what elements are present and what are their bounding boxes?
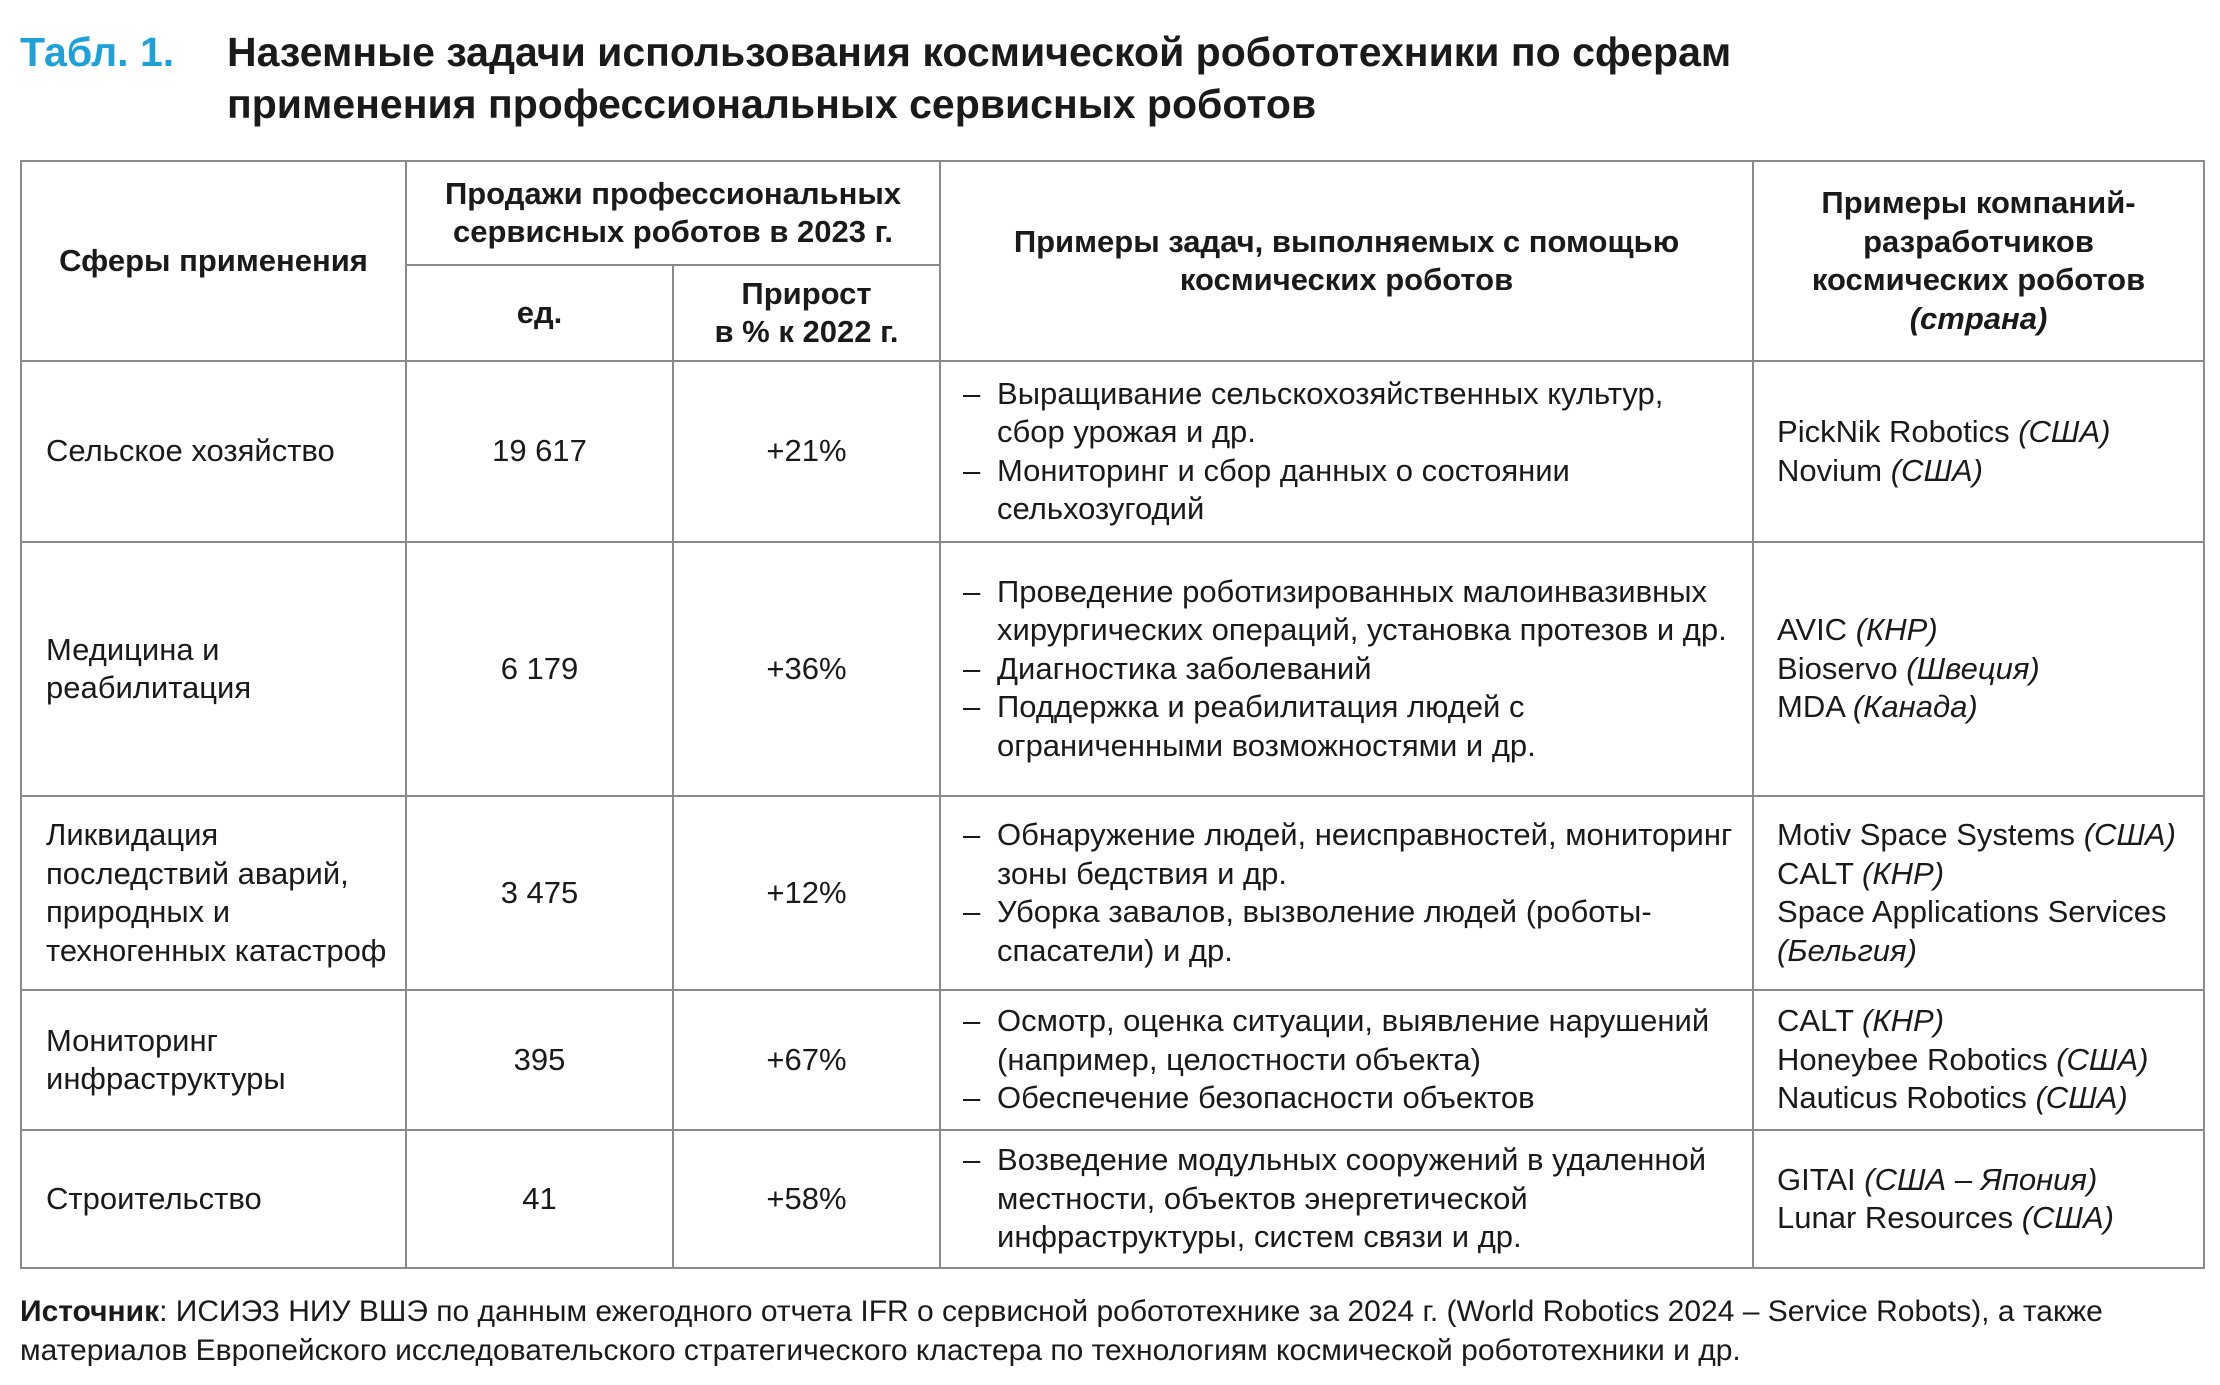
growth-cell: +67% — [673, 990, 940, 1130]
company-name: PickNik Robotics — [1777, 414, 2010, 449]
company-item — [1777, 816, 2203, 855]
tasks-cell — [940, 990, 1753, 1130]
companies-cell — [1753, 361, 2204, 542]
task-item — [963, 573, 1736, 650]
company-item — [1777, 1199, 2203, 1238]
dash-bullet: – — [963, 1080, 981, 1116]
dash-bullet: – — [963, 689, 981, 725]
task-text: Обнаружение людей, неисправностей, мониторинг зоны бедствия и др. — [997, 817, 1733, 891]
caption-title-line-1: Наземные задачи использования космической робототехники по сферам — [227, 29, 1732, 75]
table-row — [21, 542, 2204, 796]
growth-cell: +36% — [673, 542, 940, 796]
header-companies-text: Примеры компаний-разработчиков космических роботов — [1811, 185, 2146, 297]
caption-title-line-2: применения профессиональных сервисных роботов — [227, 81, 1317, 127]
company-item — [1777, 452, 2203, 491]
company-name: Honeybee Robotics — [1777, 1041, 2048, 1077]
header-companies — [1753, 161, 2204, 361]
company-item — [1777, 611, 2203, 650]
company-country: (США) — [2083, 817, 2176, 852]
dash-bullet: – — [963, 1142, 981, 1178]
tasks-cell — [940, 796, 1753, 990]
dash-bullet: – — [963, 817, 981, 852]
companies-cell — [1753, 990, 2204, 1130]
company-country: (Бельгия) — [1777, 932, 1917, 968]
units-cell: 3 475 — [406, 796, 673, 990]
task-item — [963, 1141, 1736, 1257]
company-country: (США) — [2018, 414, 2111, 449]
growth-cell: +21% — [673, 361, 940, 542]
task-item — [963, 688, 1736, 765]
task-text: Мониторинг и сбор данных о состоянии сельхозугодий — [997, 452, 1570, 526]
company-country: (Швеция) — [1906, 650, 2040, 686]
company-name: Nauticus Robotics — [1777, 1080, 2027, 1116]
company-country: (США) — [2035, 1080, 2128, 1116]
units-cell: 395 — [406, 990, 673, 1130]
companies-cell — [1753, 542, 2204, 796]
sphere-cell: Медицина и реабилитация — [21, 542, 406, 796]
task-text: Обеспечение безопасности объектов — [997, 1080, 1535, 1116]
units-cell: 19 617 — [406, 361, 673, 542]
company-name: Space Applications Services — [1777, 894, 2167, 929]
company-name: CALT — [1777, 855, 1854, 891]
dash-bullet: – — [963, 894, 981, 929]
caption-line-1 — [20, 26, 2200, 78]
units-cell: 6 179 — [406, 542, 673, 796]
header-growth-line-1: Прирост — [741, 275, 872, 311]
sphere-cell: Строительство — [21, 1130, 406, 1268]
header-sales: Продажи профессиональных сервисных роботов в 2023 г. — [406, 161, 940, 265]
header-sphere: Сферы применения — [21, 161, 406, 361]
company-country: (КНР) — [1855, 612, 1938, 648]
growth-cell: +12% — [673, 796, 940, 990]
company-item — [1777, 1041, 2203, 1080]
task-item — [963, 375, 1736, 452]
company-name: Novium — [1777, 452, 1883, 488]
header-growth-line-2: в % к 2022 г. — [714, 314, 899, 349]
task-text: Диагностика заболеваний — [997, 650, 1372, 686]
header-units: ед. — [406, 265, 673, 361]
company-name: Lunar Resources — [1777, 1200, 2014, 1235]
header-tasks: Примеры задач, выполняемых с помощью космических роботов — [940, 161, 1753, 361]
task-item — [963, 816, 1736, 893]
task-text: Поддержка и реабилитация людей с ограниченными возможностями и др. — [997, 689, 1536, 763]
company-name: CALT — [1777, 1003, 1854, 1039]
tasks-cell — [940, 542, 1753, 796]
task-item — [963, 650, 1736, 689]
sphere-cell: Ликвидация последствий аварий, природных и техногенных катастроф — [21, 796, 406, 990]
robotics-table — [20, 160, 2205, 1269]
company-item — [1777, 1002, 2203, 1041]
companies-cell — [1753, 796, 2204, 990]
source-label: Источник — [20, 1295, 160, 1328]
company-name: GITAI — [1777, 1161, 1856, 1197]
source-note — [20, 1292, 2210, 1370]
header-growth — [673, 265, 940, 361]
company-name: MDA — [1777, 689, 1845, 725]
dash-bullet: – — [963, 650, 981, 686]
company-item — [1777, 855, 2203, 894]
sphere-cell: Мониторинг инфраструктуры — [21, 990, 406, 1130]
company-country: (США) — [2021, 1200, 2114, 1235]
task-text: Возведение модульных сооружений в удаленной местности, объектов энергетической инфраструктуры, систем связи и др. — [997, 1142, 1707, 1255]
task-item — [963, 1002, 1736, 1079]
header-companies-note: (страна) — [1909, 300, 2048, 336]
company-country: (КНР) — [1862, 1003, 1945, 1039]
company-country: (США – Япония) — [1864, 1161, 2098, 1197]
company-name: Motiv Space Systems — [1777, 817, 2076, 852]
dash-bullet: – — [963, 452, 981, 488]
company-country: (США) — [1890, 452, 1983, 488]
table-row — [21, 990, 2204, 1130]
table-body — [21, 361, 2204, 1268]
tasks-cell — [940, 361, 1753, 542]
task-text: Осмотр, оценка ситуации, выявление нарушений (например, целостности объекта) — [997, 1003, 1710, 1077]
table-row — [21, 1130, 2204, 1268]
company-country: (США) — [2056, 1041, 2149, 1077]
sphere-cell: Сельское хозяйство — [21, 361, 406, 542]
company-item — [1777, 1079, 2203, 1118]
task-text: Выращивание сельскохозяйственных культур, сбор урожая и др. — [997, 375, 1664, 449]
table-row — [21, 361, 2204, 542]
companies-cell — [1753, 1130, 2204, 1268]
caption-number: Табл. 1. — [20, 29, 175, 75]
company-item — [1777, 1161, 2203, 1200]
company-item — [1777, 650, 2203, 689]
company-item — [1777, 893, 2203, 970]
task-text: Уборка завалов, вызволение людей (роботы-спасатели) и др. — [997, 894, 1652, 968]
task-item — [963, 452, 1736, 529]
company-name: AVIC — [1777, 612, 1848, 648]
task-item — [963, 893, 1736, 970]
task-item — [963, 1079, 1736, 1118]
dash-bullet: – — [963, 573, 981, 609]
dash-bullet: – — [963, 375, 981, 411]
company-item — [1777, 688, 2203, 727]
task-text: Проведение роботизированных малоинвазивных хирургических операций, установка протезов и др. — [997, 573, 1727, 648]
company-country: (Канада) — [1852, 689, 1978, 725]
table-caption — [20, 26, 2200, 130]
company-country: (КНР) — [1862, 855, 1945, 891]
growth-cell: +58% — [673, 1130, 940, 1268]
table-row — [21, 796, 2204, 990]
dash-bullet: – — [963, 1003, 981, 1039]
company-item — [1777, 413, 2203, 452]
units-cell: 41 — [406, 1130, 673, 1268]
tasks-cell — [940, 1130, 1753, 1268]
source-text: : ИСИЭЗ НИУ ВШЭ по данным ежегодного отчета IFR о сервисной робототехнике за 2024 г. (World Robotics 2024 – Service Robots), а также материалов Европейского исследовательского стратегического кластера по технологиям космической робототехники и др. — [20, 1295, 2103, 1367]
company-name: Bioservo — [1777, 650, 1898, 686]
